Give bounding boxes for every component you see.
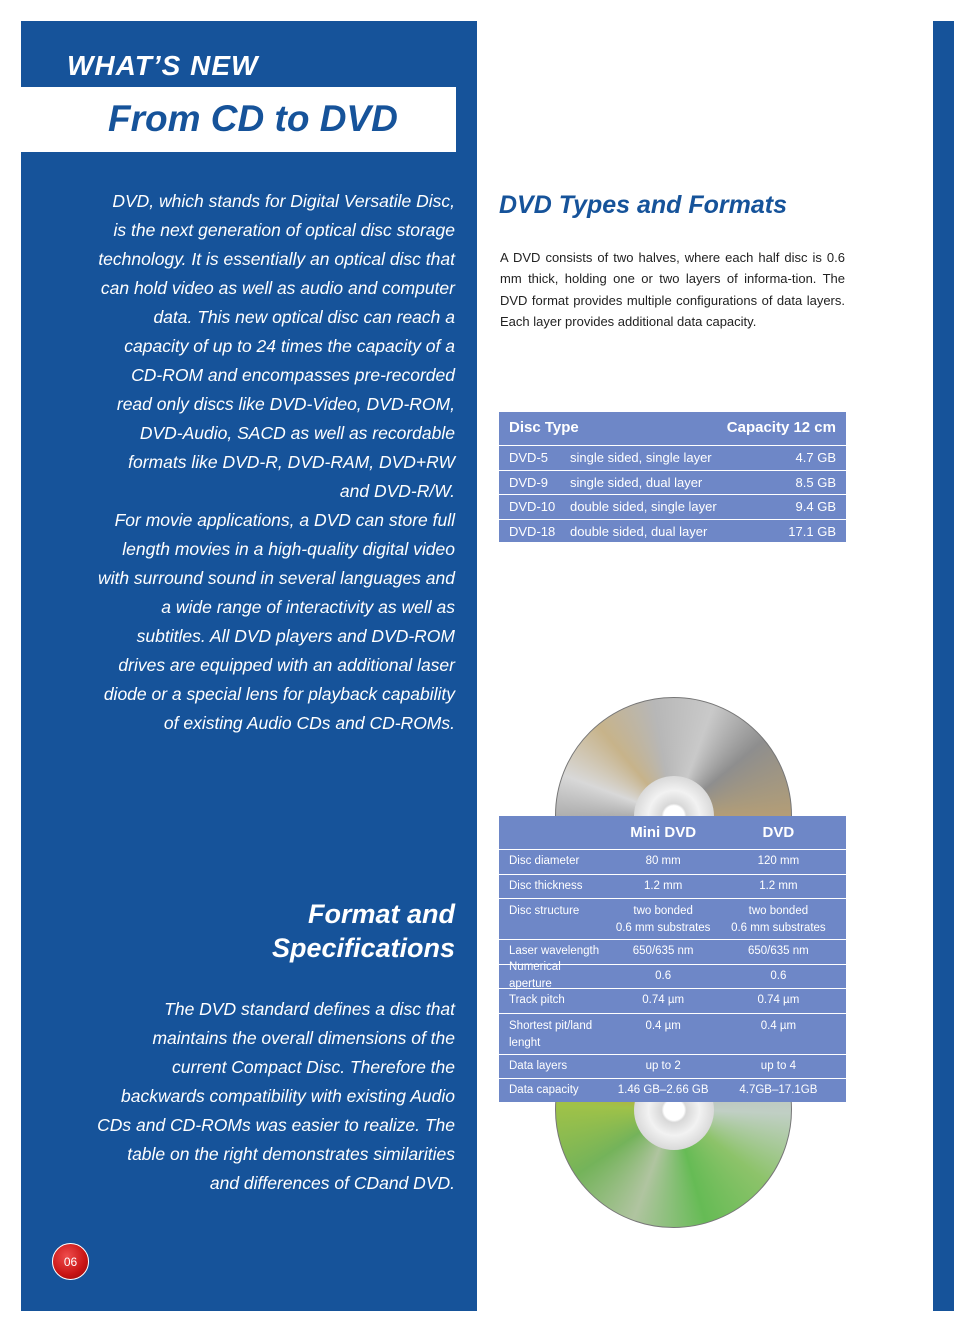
header-dvd: DVD: [762, 824, 795, 841]
table-row: [499, 494, 846, 519]
spec-dvd-value: 0.4 µm: [760, 1019, 797, 1032]
table-row: [499, 1078, 846, 1103]
disc-cap-cell: 17.1 GB: [788, 523, 836, 539]
disc-types-header: [499, 412, 846, 445]
spec-label-line-1: Shortest pit/land: [509, 1019, 593, 1032]
spec-table: [499, 816, 846, 1102]
intro-paragraph-1: DVD, which stands for Digital Versatile Disc, is the next generation of optical disc storage technology. It is essentially an optical disc that can hold video as well as audio and computer data. This new optical disc can reach a capacity of up to 24 times the capacity of a CD-ROM and encompasses pre-recorded read only discs like DVD-Video, DVD-ROM, DVD-Audio, SACD as well as recordable formats like DVD-R, DVD-RAM, DVD+RW and DVD-R/W.: [98, 191, 455, 501]
table-row: [499, 470, 846, 495]
right-blue-strip: [933, 21, 954, 1311]
spec-dvd-value: 4.7GB–17.1GB: [739, 1084, 818, 1097]
format-text: The DVD standard defines a disc that maintains the overall dimensions of the current Compact Disc. Therefore the backwards compatibility with existing Audio CDs and CD-ROMs was easier to realize. The table on the right demonstrates similarities and differences of CDand DVD.: [97, 999, 455, 1193]
spec-mini-value: [606, 903, 721, 939]
spec-dvd-value: 650/635 nm: [748, 945, 809, 958]
spec-dvd-value-line-1: two bonded: [748, 905, 809, 917]
spec-mini-value-line-1: two bonded: [633, 905, 693, 917]
spec-label: Laser wavelength: [509, 945, 600, 958]
spec-label: Disc diameter: [509, 855, 580, 868]
header-capacity: Capacity 12 cm: [726, 419, 836, 436]
disc-type-cell: DVD-9: [509, 474, 549, 490]
header-mini-dvd: Mini DVD: [630, 824, 697, 841]
spec-mini-value: 80 mm: [645, 855, 681, 868]
table-row: [499, 898, 846, 939]
disc-type-cell: DVD-18: [509, 523, 556, 539]
intro-paragraph-2: For movie applications, a DVD can store full length movies in a high-quality digital video with surround sound in several languages and a wide range of interactivity as well as subtitles. All DVD players and DVD-ROM drives are equipped with an additional laser diode or a special lens for playback capability of existing Audio CDs and CD-ROMs.: [97, 510, 455, 733]
spec-dvd-value: 120 mm: [757, 855, 800, 868]
spec-dvd-value: 1.2 mm: [759, 879, 798, 892]
spec-dvd-value: 0.6: [770, 969, 787, 982]
spec-label: Disc thickness: [509, 879, 583, 892]
format-heading-line-2: Specifications: [271, 933, 455, 963]
disc-desc-cell: single sided, dual layer: [570, 474, 703, 490]
disc-cap-cell: 4.7 GB: [795, 450, 836, 466]
types-text: A DVD consists of two halves, where each half disc is 0.6 mm thick, holding one or two layers of informa-tion. The DVD format provides multiple configurations of data layers. Each layer provides additional data capacity.: [500, 250, 845, 330]
spec-dvd-value: up to 4: [760, 1059, 796, 1072]
spec-mini-value: 0.4 µm: [645, 1019, 681, 1032]
spec-label: Track pitch: [509, 994, 565, 1007]
table-row: [499, 961, 846, 991]
disc-desc-cell: double sided, single layer: [570, 499, 717, 515]
disc-desc-cell: double sided, dual layer: [570, 523, 708, 539]
spec-mini-value: up to 2: [645, 1059, 681, 1072]
spec-mini-value: 650/635 nm: [632, 945, 694, 958]
spec-mini-value: 1.2 mm: [643, 879, 683, 892]
spec-label: Data capacity: [509, 1084, 579, 1097]
disc-cap-cell: 8.5 GB: [795, 474, 836, 490]
spec-dvd-value: 0.74 µm: [757, 994, 800, 1007]
disc-cap-cell: 9.4 GB: [795, 499, 836, 515]
header-disc-type: Disc Type: [509, 419, 579, 436]
section-kicker: WHAT’S NEW: [67, 50, 259, 81]
page-title: From CD to DVD: [108, 98, 398, 139]
table-row: [499, 1013, 846, 1054]
disc-desc-cell: single sided, single layer: [570, 450, 712, 466]
spec-dvd-value: [721, 903, 836, 939]
page-number-badge: 06: [52, 1243, 89, 1280]
spec-label: Data layers: [509, 1059, 568, 1072]
disc-types-table: [499, 412, 846, 542]
spec-label: [509, 1018, 606, 1054]
spec-table-header: [499, 816, 846, 849]
disc-type-cell: DVD-5: [509, 450, 549, 466]
spec-mini-value: 0.6: [655, 969, 672, 982]
table-row: [499, 1054, 846, 1079]
format-heading: [180, 897, 455, 965]
spec-mini-value: 0.74 µm: [642, 994, 685, 1007]
intro-text: [96, 187, 455, 738]
format-heading-line-1: Format and: [307, 899, 455, 929]
table-row: [499, 519, 846, 544]
spec-label: Disc structure: [509, 905, 580, 917]
spec-label: Numerical aperture: [509, 961, 561, 991]
types-heading: DVD Types and Formats: [499, 191, 788, 219]
spec-label-line-2: lenght: [509, 1036, 541, 1049]
table-row: [499, 874, 846, 899]
table-row: [499, 445, 846, 470]
disc-type-cell: DVD-10: [509, 499, 556, 515]
table-row: [499, 849, 846, 874]
spec-mini-value-line-2: 0.6 mm substrates: [615, 922, 711, 934]
spec-mini-value: 1.46 GB–2.66 GB: [617, 1084, 709, 1097]
spec-dvd-value-line-2: 0.6 mm substrates: [731, 922, 826, 934]
table-row: [499, 988, 846, 1013]
